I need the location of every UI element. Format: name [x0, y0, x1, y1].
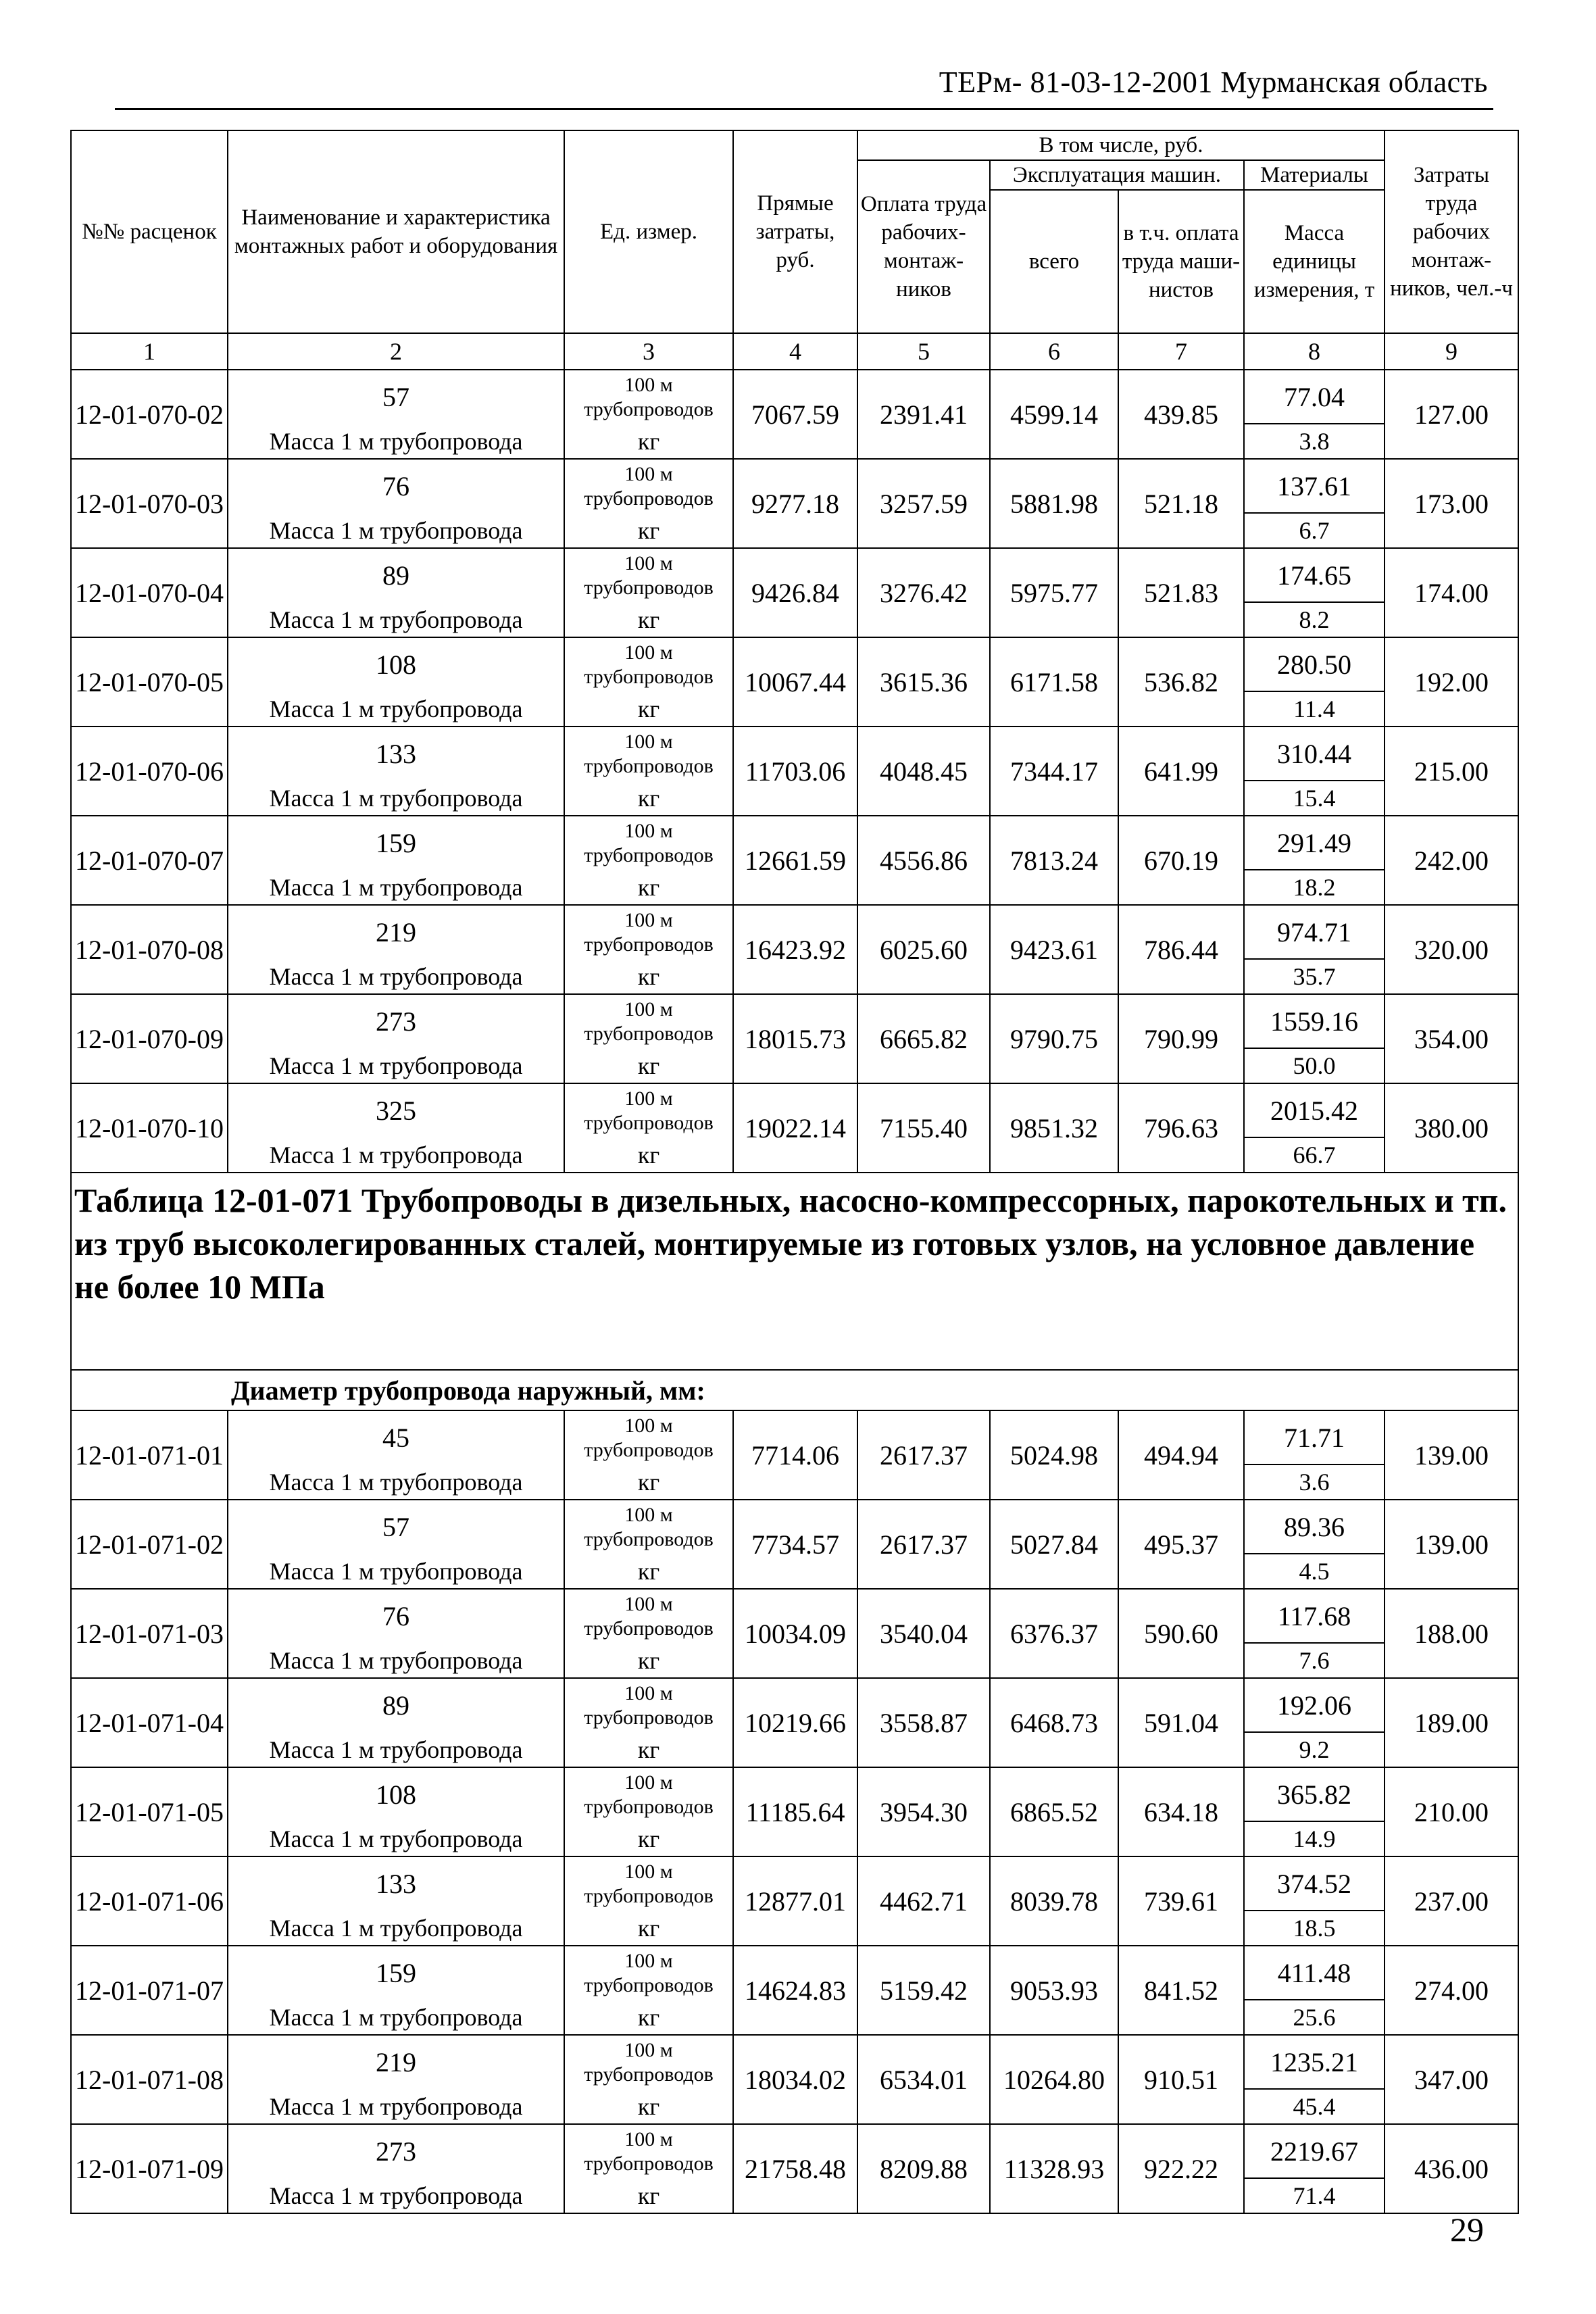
labor-hours: 320.00 [1385, 905, 1518, 994]
labor-pay: 3276.42 [857, 548, 990, 637]
mass-label: Масса 1 м трубопровода [228, 781, 564, 816]
materials-cost: 291.49 [1244, 816, 1385, 870]
labor-pay: 3954.30 [857, 1767, 990, 1856]
mass-value: 15.4 [1244, 781, 1385, 816]
rate-row [71, 2124, 1518, 2178]
machine-total: 6376.37 [990, 1589, 1118, 1678]
rate-code: 12-01-070-06 [71, 727, 228, 816]
mass-label: Масса 1 м трубопровода [228, 513, 564, 548]
rate-code: 12-01-070-02 [71, 370, 228, 459]
rate-row [71, 370, 1518, 424]
direct-cost: 11185.64 [733, 1767, 857, 1856]
col-header-labor-cost: Затраты труда рабочих монтаж-ников, чел.-ч [1385, 130, 1518, 333]
materials-cost: 192.06 [1244, 1678, 1385, 1732]
pipe-diameter: 159 [228, 1946, 564, 2000]
materials-cost: 974.71 [1244, 905, 1385, 959]
machine-operator-pay: 591.04 [1118, 1678, 1244, 1767]
machine-operator-pay: 521.18 [1118, 459, 1244, 548]
pipe-diameter: 45 [228, 1410, 564, 1464]
labor-pay: 4556.86 [857, 816, 990, 905]
mass-unit: кг [564, 2178, 733, 2213]
labor-pay: 5159.42 [857, 1946, 990, 2035]
rate-code: 12-01-070-10 [71, 1083, 228, 1173]
machine-total: 9851.32 [990, 1083, 1118, 1173]
machine-total: 6468.73 [990, 1678, 1118, 1767]
rate-row [71, 905, 1518, 959]
machine-operator-pay: 590.60 [1118, 1589, 1244, 1678]
pipe-diameter: 159 [228, 816, 564, 870]
labor-pay: 6665.82 [857, 994, 990, 1083]
direct-cost: 11703.06 [733, 727, 857, 816]
materials-cost: 89.36 [1244, 1500, 1385, 1554]
column-number: 6 [990, 333, 1118, 370]
labor-hours: 192.00 [1385, 637, 1518, 727]
unit-label: 100 м трубопроводов [564, 2124, 733, 2178]
mass-value: 18.2 [1244, 870, 1385, 905]
diameter-title-row [71, 1370, 1518, 1410]
mass-unit: кг [564, 1554, 733, 1589]
machine-operator-pay: 841.52 [1118, 1946, 1244, 2035]
rate-code: 12-01-071-05 [71, 1767, 228, 1856]
mass-unit: кг [564, 781, 733, 816]
mass-unit: кг [564, 959, 733, 994]
direct-cost: 18034.02 [733, 2035, 857, 2124]
labor-pay: 2617.37 [857, 1500, 990, 1589]
mass-unit: кг [564, 513, 733, 548]
direct-cost: 9426.84 [733, 548, 857, 637]
mass-label: Масса 1 м трубопровода [228, 602, 564, 637]
labor-hours: 380.00 [1385, 1083, 1518, 1173]
machine-total: 6171.58 [990, 637, 1118, 727]
col-header-machine-total: всего [990, 190, 1118, 333]
unit-label: 100 м трубопроводов [564, 1083, 733, 1137]
mass-unit: кг [564, 1464, 733, 1500]
rate-row [71, 1410, 1518, 1464]
mass-value: 71.4 [1244, 2178, 1385, 2213]
mass-label: Масса 1 м трубопровода [228, 959, 564, 994]
mass-label: Масса 1 м трубопровода [228, 1732, 564, 1767]
col-header-labor-pay: Оплата труда рабочих-монтаж-ников [857, 160, 990, 333]
direct-cost: 19022.14 [733, 1083, 857, 1173]
labor-hours: 173.00 [1385, 459, 1518, 548]
unit-label: 100 м трубопроводов [564, 1856, 733, 1911]
rate-row [71, 1589, 1518, 1643]
mass-value: 45.4 [1244, 2089, 1385, 2124]
labor-hours: 210.00 [1385, 1767, 1518, 1856]
rate-row [71, 994, 1518, 1048]
mass-value: 66.7 [1244, 1137, 1385, 1173]
machine-operator-pay: 521.83 [1118, 548, 1244, 637]
pipe-diameter: 325 [228, 1083, 564, 1137]
materials-cost: 365.82 [1244, 1767, 1385, 1821]
unit-label: 100 м трубопроводов [564, 816, 733, 870]
direct-cost: 14624.83 [733, 1946, 857, 2035]
rate-code: 12-01-071-01 [71, 1410, 228, 1500]
unit-label: 100 м трубопроводов [564, 1678, 733, 1732]
mass-value: 3.8 [1244, 424, 1385, 459]
machine-operator-pay: 494.94 [1118, 1410, 1244, 1500]
mass-label: Масса 1 м трубопровода [228, 2089, 564, 2124]
labor-hours: 139.00 [1385, 1500, 1518, 1589]
pipe-diameter: 108 [228, 1767, 564, 1821]
labor-pay: 3558.87 [857, 1678, 990, 1767]
labor-hours: 242.00 [1385, 816, 1518, 905]
mass-value: 14.9 [1244, 1821, 1385, 1856]
mass-value: 25.6 [1244, 2000, 1385, 2035]
mass-label: Масса 1 м трубопровода [228, 2178, 564, 2213]
mass-unit: кг [564, 2000, 733, 2035]
direct-cost: 16423.92 [733, 905, 857, 994]
mass-unit: кг [564, 1048, 733, 1083]
labor-hours: 237.00 [1385, 1856, 1518, 1946]
unit-label: 100 м трубопроводов [564, 905, 733, 959]
unit-label: 100 м трубопроводов [564, 548, 733, 602]
column-number: 9 [1385, 333, 1518, 370]
rate-row [71, 1767, 1518, 1821]
column-number: 4 [733, 333, 857, 370]
labor-pay: 3540.04 [857, 1589, 990, 1678]
mass-unit: кг [564, 1643, 733, 1678]
rate-code: 12-01-070-08 [71, 905, 228, 994]
machine-total: 7344.17 [990, 727, 1118, 816]
column-number: 3 [564, 333, 733, 370]
mass-label: Масса 1 м трубопровода [228, 1911, 564, 1946]
machine-total: 8039.78 [990, 1856, 1118, 1946]
rate-code: 12-01-071-09 [71, 2124, 228, 2213]
direct-cost: 7734.57 [733, 1500, 857, 1589]
rate-code: 12-01-071-08 [71, 2035, 228, 2124]
page-number: 29 [1450, 2211, 1484, 2248]
mass-label: Масса 1 м трубопровода [228, 1821, 564, 1856]
machine-operator-pay: 739.61 [1118, 1856, 1244, 1946]
labor-pay: 2391.41 [857, 370, 990, 459]
materials-cost: 2015.42 [1244, 1083, 1385, 1137]
machine-operator-pay: 796.63 [1118, 1083, 1244, 1173]
section-title: Таблица 12-01-071 Трубопроводы в дизельных, насосно-компрессорных, парокотельных и тп. из труб высоколегированных сталей, монтируемые из готовых узлов, на условное давление не более 10 МПа [71, 1173, 1518, 1370]
rate-row [71, 816, 1518, 870]
unit-label: 100 м трубопроводов [564, 1589, 733, 1643]
materials-cost: 280.50 [1244, 637, 1385, 691]
machine-operator-pay: 922.22 [1118, 2124, 1244, 2213]
rate-row [71, 1678, 1518, 1732]
labor-pay: 4462.71 [857, 1856, 990, 1946]
rate-code: 12-01-071-06 [71, 1856, 228, 1946]
rate-row [71, 1946, 1518, 2000]
labor-pay: 6534.01 [857, 2035, 990, 2124]
rate-code: 12-01-070-09 [71, 994, 228, 1083]
mass-unit: кг [564, 1911, 733, 1946]
direct-cost: 18015.73 [733, 994, 857, 1083]
rate-code: 12-01-071-07 [71, 1946, 228, 2035]
rate-code: 12-01-070-07 [71, 816, 228, 905]
mass-label: Масса 1 м трубопровода [228, 870, 564, 905]
pipe-diameter: 76 [228, 1589, 564, 1643]
pipe-diameter: 57 [228, 370, 564, 424]
mass-value: 4.5 [1244, 1554, 1385, 1589]
rate-code: 12-01-071-04 [71, 1678, 228, 1767]
unit-label: 100 м трубопроводов [564, 1410, 733, 1464]
labor-hours: 174.00 [1385, 548, 1518, 637]
materials-cost: 374.52 [1244, 1856, 1385, 1911]
labor-pay: 2617.37 [857, 1410, 990, 1500]
rate-row [71, 1083, 1518, 1137]
machine-operator-pay: 790.99 [1118, 994, 1244, 1083]
machine-operator-pay: 786.44 [1118, 905, 1244, 994]
pipe-diameter: 133 [228, 727, 564, 781]
document-header-title: ТЕРм- 81-03-12-2001 Мурманская область [939, 66, 1488, 99]
machine-operator-pay: 634.18 [1118, 1767, 1244, 1856]
materials-cost: 1235.21 [1244, 2035, 1385, 2089]
mass-unit: кг [564, 602, 733, 637]
direct-cost: 7714.06 [733, 1410, 857, 1500]
labor-pay: 7155.40 [857, 1083, 990, 1173]
column-number: 8 [1244, 333, 1385, 370]
machine-total: 6865.52 [990, 1767, 1118, 1856]
rate-row [71, 459, 1518, 513]
col-header-materials: Материалы [1244, 160, 1385, 190]
unit-label: 100 м трубопроводов [564, 727, 733, 781]
rate-row [71, 1856, 1518, 1911]
direct-cost: 21758.48 [733, 2124, 857, 2213]
mass-value: 11.4 [1244, 691, 1385, 727]
mass-value: 6.7 [1244, 513, 1385, 548]
mass-label: Масса 1 м трубопровода [228, 1554, 564, 1589]
rate-row [71, 2035, 1518, 2089]
rate-code: 12-01-071-03 [71, 1589, 228, 1678]
column-number: 7 [1118, 333, 1244, 370]
materials-cost: 137.61 [1244, 459, 1385, 513]
mass-unit: кг [564, 691, 733, 727]
pipe-diameter: 108 [228, 637, 564, 691]
rate-row [71, 637, 1518, 691]
direct-cost: 12877.01 [733, 1856, 857, 1946]
machine-total: 5027.84 [990, 1500, 1118, 1589]
column-number: 1 [71, 333, 228, 370]
materials-cost: 174.65 [1244, 548, 1385, 602]
machine-total: 9053.93 [990, 1946, 1118, 2035]
rate-code: 12-01-070-04 [71, 548, 228, 637]
machine-total: 4599.14 [990, 370, 1118, 459]
materials-cost: 117.68 [1244, 1589, 1385, 1643]
mass-unit: кг [564, 870, 733, 905]
labor-hours: 347.00 [1385, 2035, 1518, 2124]
pipe-diameter: 89 [228, 1678, 564, 1732]
machine-total: 9790.75 [990, 994, 1118, 1083]
column-numbers-row [71, 333, 1518, 370]
pipe-diameter: 219 [228, 2035, 564, 2089]
pipe-diameter: 133 [228, 1856, 564, 1911]
mass-label: Масса 1 м трубопровода [228, 424, 564, 459]
mass-unit: кг [564, 1732, 733, 1767]
labor-hours: 139.00 [1385, 1410, 1518, 1500]
mass-label: Масса 1 м трубопровода [228, 2000, 564, 2035]
machine-operator-pay: 439.85 [1118, 370, 1244, 459]
rate-row [71, 548, 1518, 602]
machine-total: 11328.93 [990, 2124, 1118, 2213]
mass-label: Масса 1 м трубопровода [228, 691, 564, 727]
section-title-row [71, 1173, 1518, 1370]
col-header-mass-unit: Масса единицы измерения, т [1244, 190, 1385, 333]
diameter-heading: Диаметр трубопровода наружный, мм: [71, 1370, 1518, 1410]
machine-operator-pay: 670.19 [1118, 816, 1244, 905]
col-header-direct-costs: Прямые затраты, руб. [733, 130, 857, 333]
mass-value: 35.7 [1244, 959, 1385, 994]
col-header-machine-operator-pay: в т.ч. оплата труда маши-нистов [1118, 190, 1244, 333]
mass-value: 7.6 [1244, 1643, 1385, 1678]
col-header-name: Наименование и характеристика монтажных работ и оборудования [228, 130, 564, 333]
materials-cost: 2219.67 [1244, 2124, 1385, 2178]
rate-code: 12-01-071-02 [71, 1500, 228, 1589]
pipe-diameter: 89 [228, 548, 564, 602]
machine-total: 5881.98 [990, 459, 1118, 548]
rate-row [71, 1500, 1518, 1554]
pipe-diameter: 57 [228, 1500, 564, 1554]
mass-label: Масса 1 м трубопровода [228, 1137, 564, 1173]
machine-total: 7813.24 [990, 816, 1118, 905]
unit-label: 100 м трубопроводов [564, 637, 733, 691]
labor-hours: 188.00 [1385, 1589, 1518, 1678]
mass-label: Масса 1 м трубопровода [228, 1643, 564, 1678]
mass-label: Масса 1 м трубопровода [228, 1048, 564, 1083]
labor-hours: 274.00 [1385, 1946, 1518, 2035]
direct-cost: 10067.44 [733, 637, 857, 727]
direct-cost: 10034.09 [733, 1589, 857, 1678]
labor-pay: 4048.45 [857, 727, 990, 816]
labor-hours: 189.00 [1385, 1678, 1518, 1767]
unit-label: 100 м трубопроводов [564, 2035, 733, 2089]
mass-unit: кг [564, 2089, 733, 2124]
mass-value: 3.6 [1244, 1464, 1385, 1500]
machine-operator-pay: 536.82 [1118, 637, 1244, 727]
col-header-machine-operation: Эксплуатация машин. [990, 160, 1244, 190]
materials-cost: 71.71 [1244, 1410, 1385, 1464]
unit-label: 100 м трубопроводов [564, 994, 733, 1048]
mass-label: Масса 1 м трубопровода [228, 1464, 564, 1500]
rate-code: 12-01-070-03 [71, 459, 228, 548]
machine-total: 5975.77 [990, 548, 1118, 637]
materials-cost: 77.04 [1244, 370, 1385, 424]
direct-cost: 12661.59 [733, 816, 857, 905]
machine-operator-pay: 495.37 [1118, 1500, 1244, 1589]
direct-cost: 9277.18 [733, 459, 857, 548]
labor-hours: 215.00 [1385, 727, 1518, 816]
col-header-including: В том числе, руб. [857, 130, 1385, 160]
col-header-code: №№ расценок [71, 130, 228, 333]
materials-cost: 411.48 [1244, 1946, 1385, 2000]
machine-operator-pay: 910.51 [1118, 2035, 1244, 2124]
unit-label: 100 м трубопроводов [564, 459, 733, 513]
mass-value: 18.5 [1244, 1911, 1385, 1946]
pipe-diameter: 273 [228, 2124, 564, 2178]
pipe-diameter: 273 [228, 994, 564, 1048]
rate-code: 12-01-070-05 [71, 637, 228, 727]
pipe-diameter: 219 [228, 905, 564, 959]
labor-pay: 6025.60 [857, 905, 990, 994]
mass-value: 9.2 [1244, 1732, 1385, 1767]
column-number: 5 [857, 333, 990, 370]
labor-hours: 354.00 [1385, 994, 1518, 1083]
mass-unit: кг [564, 424, 733, 459]
unit-label: 100 м трубопроводов [564, 370, 733, 424]
column-number: 2 [228, 333, 564, 370]
mass-value: 50.0 [1244, 1048, 1385, 1083]
labor-pay: 3615.36 [857, 637, 990, 727]
mass-value: 8.2 [1244, 602, 1385, 637]
mass-unit: кг [564, 1137, 733, 1173]
labor-hours: 127.00 [1385, 370, 1518, 459]
direct-cost: 7067.59 [733, 370, 857, 459]
col-header-unit: Ед. измер. [564, 130, 733, 333]
unit-label: 100 м трубопроводов [564, 1500, 733, 1554]
machine-total: 9423.61 [990, 905, 1118, 994]
header-divider [115, 108, 1493, 110]
labor-pay: 8209.88 [857, 2124, 990, 2213]
machine-operator-pay: 641.99 [1118, 727, 1244, 816]
mass-unit: кг [564, 1821, 733, 1856]
machine-total: 10264.80 [990, 2035, 1118, 2124]
rate-row [71, 727, 1518, 781]
materials-cost: 310.44 [1244, 727, 1385, 781]
rates-table [70, 130, 1519, 2214]
materials-cost: 1559.16 [1244, 994, 1385, 1048]
labor-pay: 3257.59 [857, 459, 990, 548]
machine-total: 5024.98 [990, 1410, 1118, 1500]
pipe-diameter: 76 [228, 459, 564, 513]
unit-label: 100 м трубопроводов [564, 1767, 733, 1821]
labor-hours: 436.00 [1385, 2124, 1518, 2213]
direct-cost: 10219.66 [733, 1678, 857, 1767]
unit-label: 100 м трубопроводов [564, 1946, 733, 2000]
